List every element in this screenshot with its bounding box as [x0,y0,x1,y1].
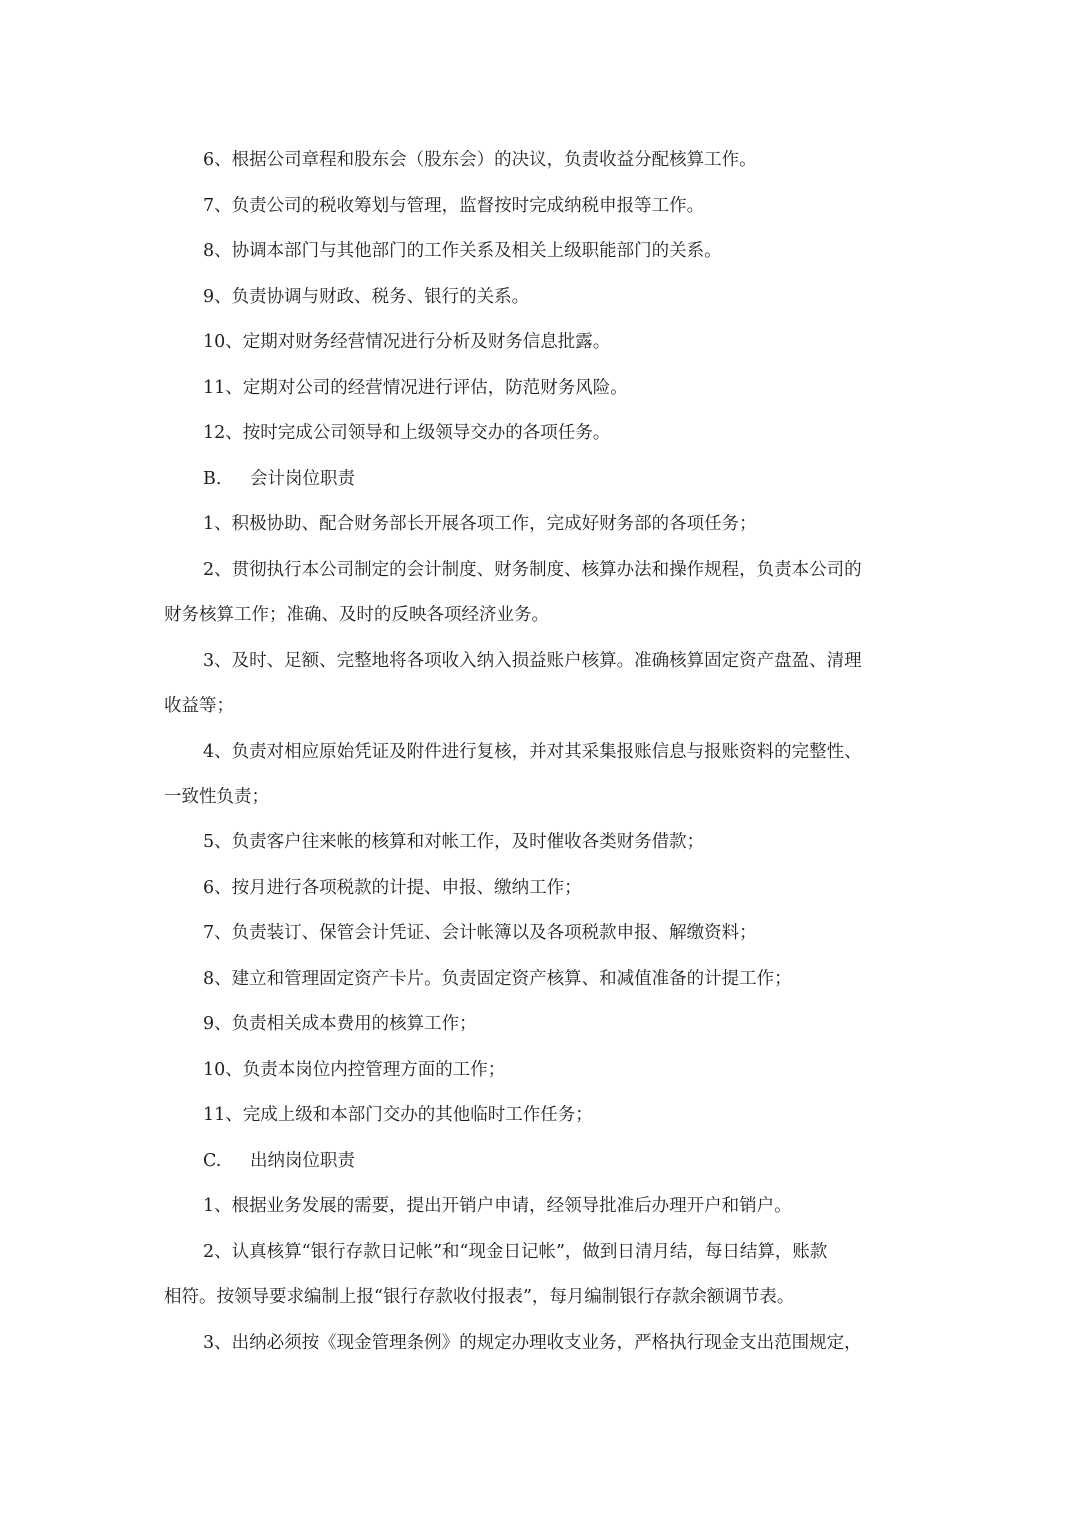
paragraph-line: 7、负责装订、保管会计凭证、会计帐簿以及各项税款申报、解缴资料； [203,923,757,943]
section-label: C. [203,1151,222,1171]
paragraph-line: 3、出纳必须按《现金管理条例》的规定办理收支业务，严格执行现金支出范围规定， [203,1333,862,1353]
paragraph-line: 3、及时、足额、完整地将各项收入纳入损益账户核算。准确核算固定资产盘盈、清理 [203,651,862,671]
paragraph-line: 相符。按领导要求编制上报“银行存款收付报表”，每月编制银行存款余额调节表。 [164,1287,795,1307]
paragraph-line: 6、按月进行各项税款的计提、申报、缴纳工作； [203,878,582,898]
paragraph-line: 7、负责公司的税收筹划与管理，监督按时完成纳税申报等工作。 [203,196,705,216]
paragraph-line: 2、认真核算“银行存款日记帐”和“现金日记帐”，做到日清月结，每日结算，账款 [203,1242,828,1262]
paragraph-line: 8、建立和管理固定资产卡片。负责固定资产核算、和减值准备的计提工作； [203,969,792,989]
paragraph-line: 收益等； [164,696,234,716]
section-title: 会计岗位职责 [250,469,355,489]
paragraph-line: 财务核算工作；准确、及时的反映各项经济业务。 [164,605,549,625]
paragraph-line: 10、定期对财务经营情况进行分析及财务信息批露。 [203,332,611,352]
paragraph-line: 8、协调本部门与其他部门的工作关系及相关上级职能部门的关系。 [203,241,722,261]
paragraph-line: 11、定期对公司的经营情况进行评估，防范财务风险。 [203,378,628,398]
paragraph-line: 4、负责对相应原始凭证及附件进行复核，并对其采集报账信息与报账资料的完整性、 [203,742,862,762]
section-title: 出纳岗位职责 [250,1151,355,1171]
paragraph-line: 1、根据业务发展的需要，提出开销户申请，经领导批准后办理开户和销户。 [203,1196,792,1216]
paragraph-line: 一致性负责； [164,787,269,807]
paragraph-line: 10、负责本岗位内控管理方面的工作； [203,1060,506,1080]
paragraph-line: 1、积极协助、配合财务部长开展各项工作，完成好财务部的各项任务； [203,514,757,534]
paragraph-line: 9、负责相关成本费用的核算工作； [203,1014,477,1034]
section-label: B. [203,469,222,489]
paragraph-line: 2、贯彻执行本公司制定的会计制度、财务制度、核算办法和操作规程，负责本公司的 [203,560,862,580]
paragraph-line: 5、负责客户往来帐的核算和对帐工作，及时催收各类财务借款； [203,832,705,852]
paragraph-line: 9、负责协调与财政、税务、银行的关系。 [203,287,530,307]
paragraph-line: 6、根据公司章程和股东会（股东会）的决议，负责收益分配核算工作。 [203,150,757,170]
paragraph-line: 12、按时完成公司领导和上级领导交办的各项任务。 [203,423,611,443]
paragraph-line: 11、完成上级和本部门交办的其他临时工作任务； [203,1105,593,1125]
